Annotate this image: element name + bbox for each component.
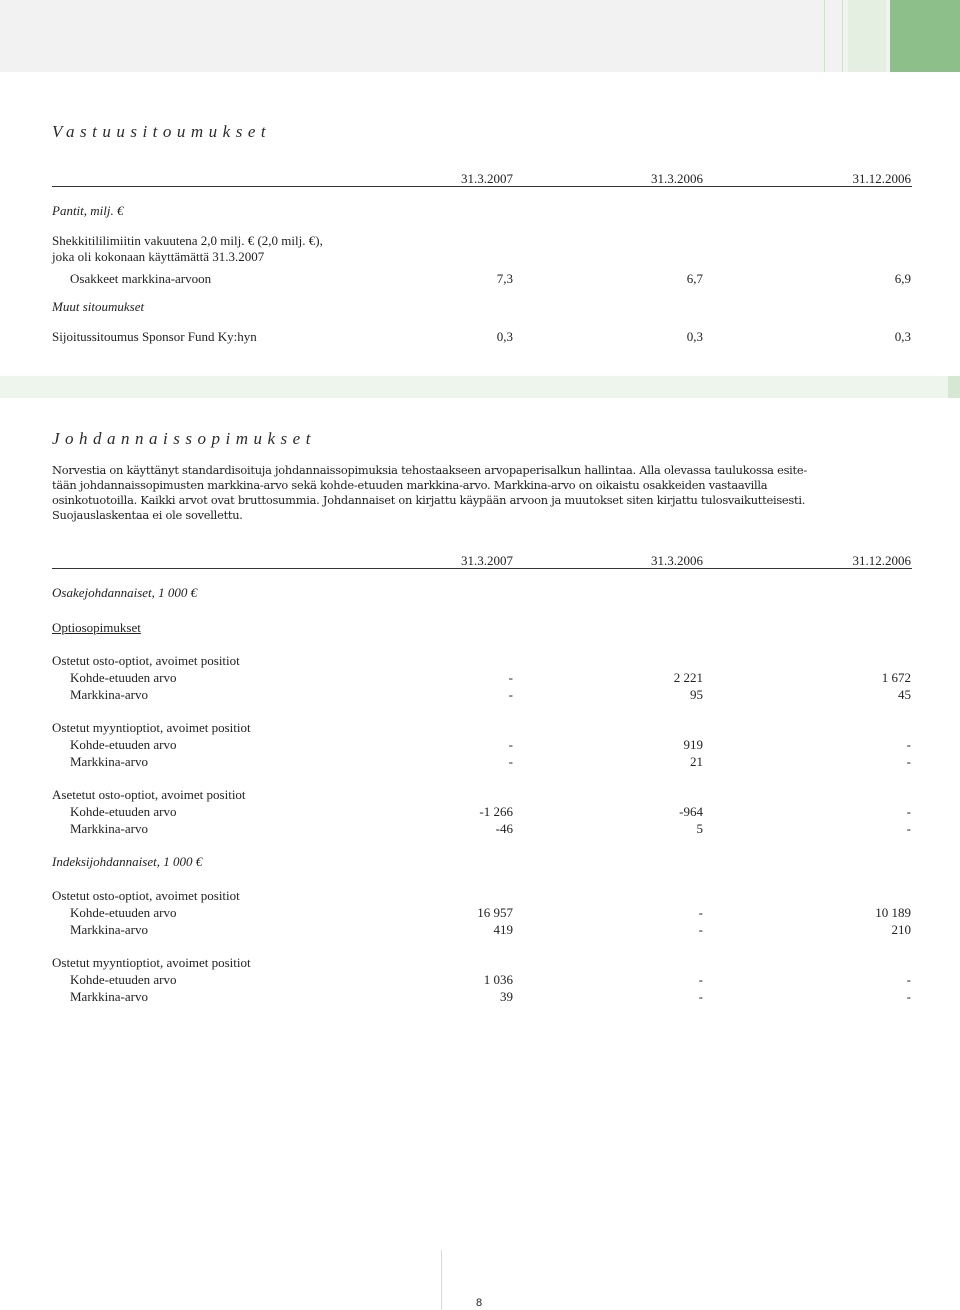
osakkeet-value-3: 6,9 [894,271,911,286]
group-title: Ostetut osto-optiot, avoimet positiot [52,888,240,903]
row-value: - [508,687,513,702]
column-date-1: 31.3.2007 [461,553,513,568]
row-value: - [698,922,703,937]
row-value: -1 266 [479,804,513,819]
row-value: 39 [500,989,513,1004]
header-corner-green [890,0,960,72]
row-label: Kohde-etuuden arvo [70,737,177,752]
row-value: 95 [690,687,703,702]
sijoitus-value-3: 0,3 [894,329,911,344]
row-value: - [906,737,911,752]
footer-vertical-line [441,1250,442,1310]
section-divider-corner [948,376,960,398]
sijoitus-value-1: 0,3 [496,329,513,344]
row-label: Markkina-arvo [70,754,148,769]
row-value: - [698,989,703,1004]
row-label: Kohde-etuuden arvo [70,804,177,819]
row-value: 1 672 [881,670,911,685]
row-value: - [698,905,703,920]
group-title: Ostetut myyntioptiot, avoimet positiot [52,720,251,735]
section-divider-band [0,376,960,398]
column-date-3: 31.12.2006 [852,171,911,186]
row-value: - [508,670,513,685]
paragraph-line: tään johdannaissopimusten markkina-arvo sekä kohde-etuuden markkina-arvo. Markkina-arvo on oikaistu osakkeiden vastaavilla [52,478,768,492]
paragraph-line: Norvestia on käyttänyt standardisoituja johdannaissopimuksia tehostaakseen arvopaperisalkun hallintaa. Alla olevassa taulukossa esite- [52,463,807,477]
row-value: - [906,972,911,987]
shekki-text-line1: Shekkitililimiitin vakuutena 2,0 milj. € (2,0 milj. €), [52,233,323,248]
row-value: -964 [679,804,703,819]
osakkeet-label: Osakkeet markkina-arvoon [70,271,212,286]
group-title: Asetetut osto-optiot, avoimet positiot [52,787,246,802]
header-corner-line [824,0,825,72]
row-value: 21 [690,754,703,769]
row-value: 5 [696,821,703,836]
row-label: Markkina-arvo [70,821,148,836]
column-date-2: 31.3.2006 [651,171,703,186]
muut-sitoumukset-label: Muut sitoumukset [52,299,145,314]
header-band [0,0,960,72]
row-label: Kohde-etuuden arvo [70,972,177,987]
row-label: Markkina-arvo [70,922,148,937]
row-value: 2 221 [673,670,703,685]
page-number: 8 [476,1297,483,1309]
indeksijohdannaiset-header: Indeksijohdannaiset, 1 000 € [52,854,203,869]
section-title-vastuusitoumukset: Vastuusitoumukset [52,122,272,141]
column-date-3: 31.12.2006 [852,553,911,568]
row-value: - [906,989,911,1004]
row-value: 919 [683,737,703,752]
column-date-1: 31.3.2007 [461,171,513,186]
group-title: Ostetut osto-optiot, avoimet positiot [52,653,240,668]
row-value: -46 [495,821,513,836]
paragraph-line: Suojauslaskentaa ei ole sovellettu. [52,508,243,522]
row-value: 210 [891,922,911,937]
row-value: - [906,754,911,769]
section-title-johdannaissopimukset: Johdannaissopimukset [52,429,316,448]
row-value: 1 036 [483,972,513,987]
column-date-2: 31.3.2006 [651,553,703,568]
group-title: Ostetut myyntioptiot, avoimet positiot [52,955,251,970]
sijoitus-label: Sijoitussitoumus Sponsor Fund Ky:hyn [52,329,257,344]
row-label: Markkina-arvo [70,687,148,702]
header-corner-line [842,0,843,72]
row-value: - [906,804,911,819]
row-value: 10 189 [875,905,911,920]
row-value: - [508,737,513,752]
row-label: Kohde-etuuden arvo [70,905,177,920]
shekki-text-line2: joka oli kokonaan käyttämättä 31.3.2007 [52,249,265,264]
row-value: 16 957 [477,905,513,920]
osakejohdannaiset-header: Osakejohdannaiset, 1 000 € [52,585,198,600]
row-value: - [508,754,513,769]
osakkeet-value-2: 6,7 [686,271,703,286]
osakkeet-value-1: 7,3 [496,271,513,286]
pantit-label: Pantit, milj. € [52,203,124,218]
row-value: 45 [898,687,911,702]
sijoitus-value-2: 0,3 [686,329,703,344]
row-value: 419 [493,922,513,937]
row-label: Kohde-etuuden arvo [70,670,177,685]
row-label: Markkina-arvo [70,989,148,1004]
paragraph-line: osinkotuotoilla. Kaikki arvot ovat bruttosummia. Johdannaiset on kirjattu käypään arvoon ja muutokset siten kirjattu tulosvaikutteisesti. [52,493,806,507]
header-corner-pale [848,0,886,72]
row-value: - [698,972,703,987]
optiosopimukset-header: Optiosopimukset [52,620,141,635]
row-value: - [906,821,911,836]
